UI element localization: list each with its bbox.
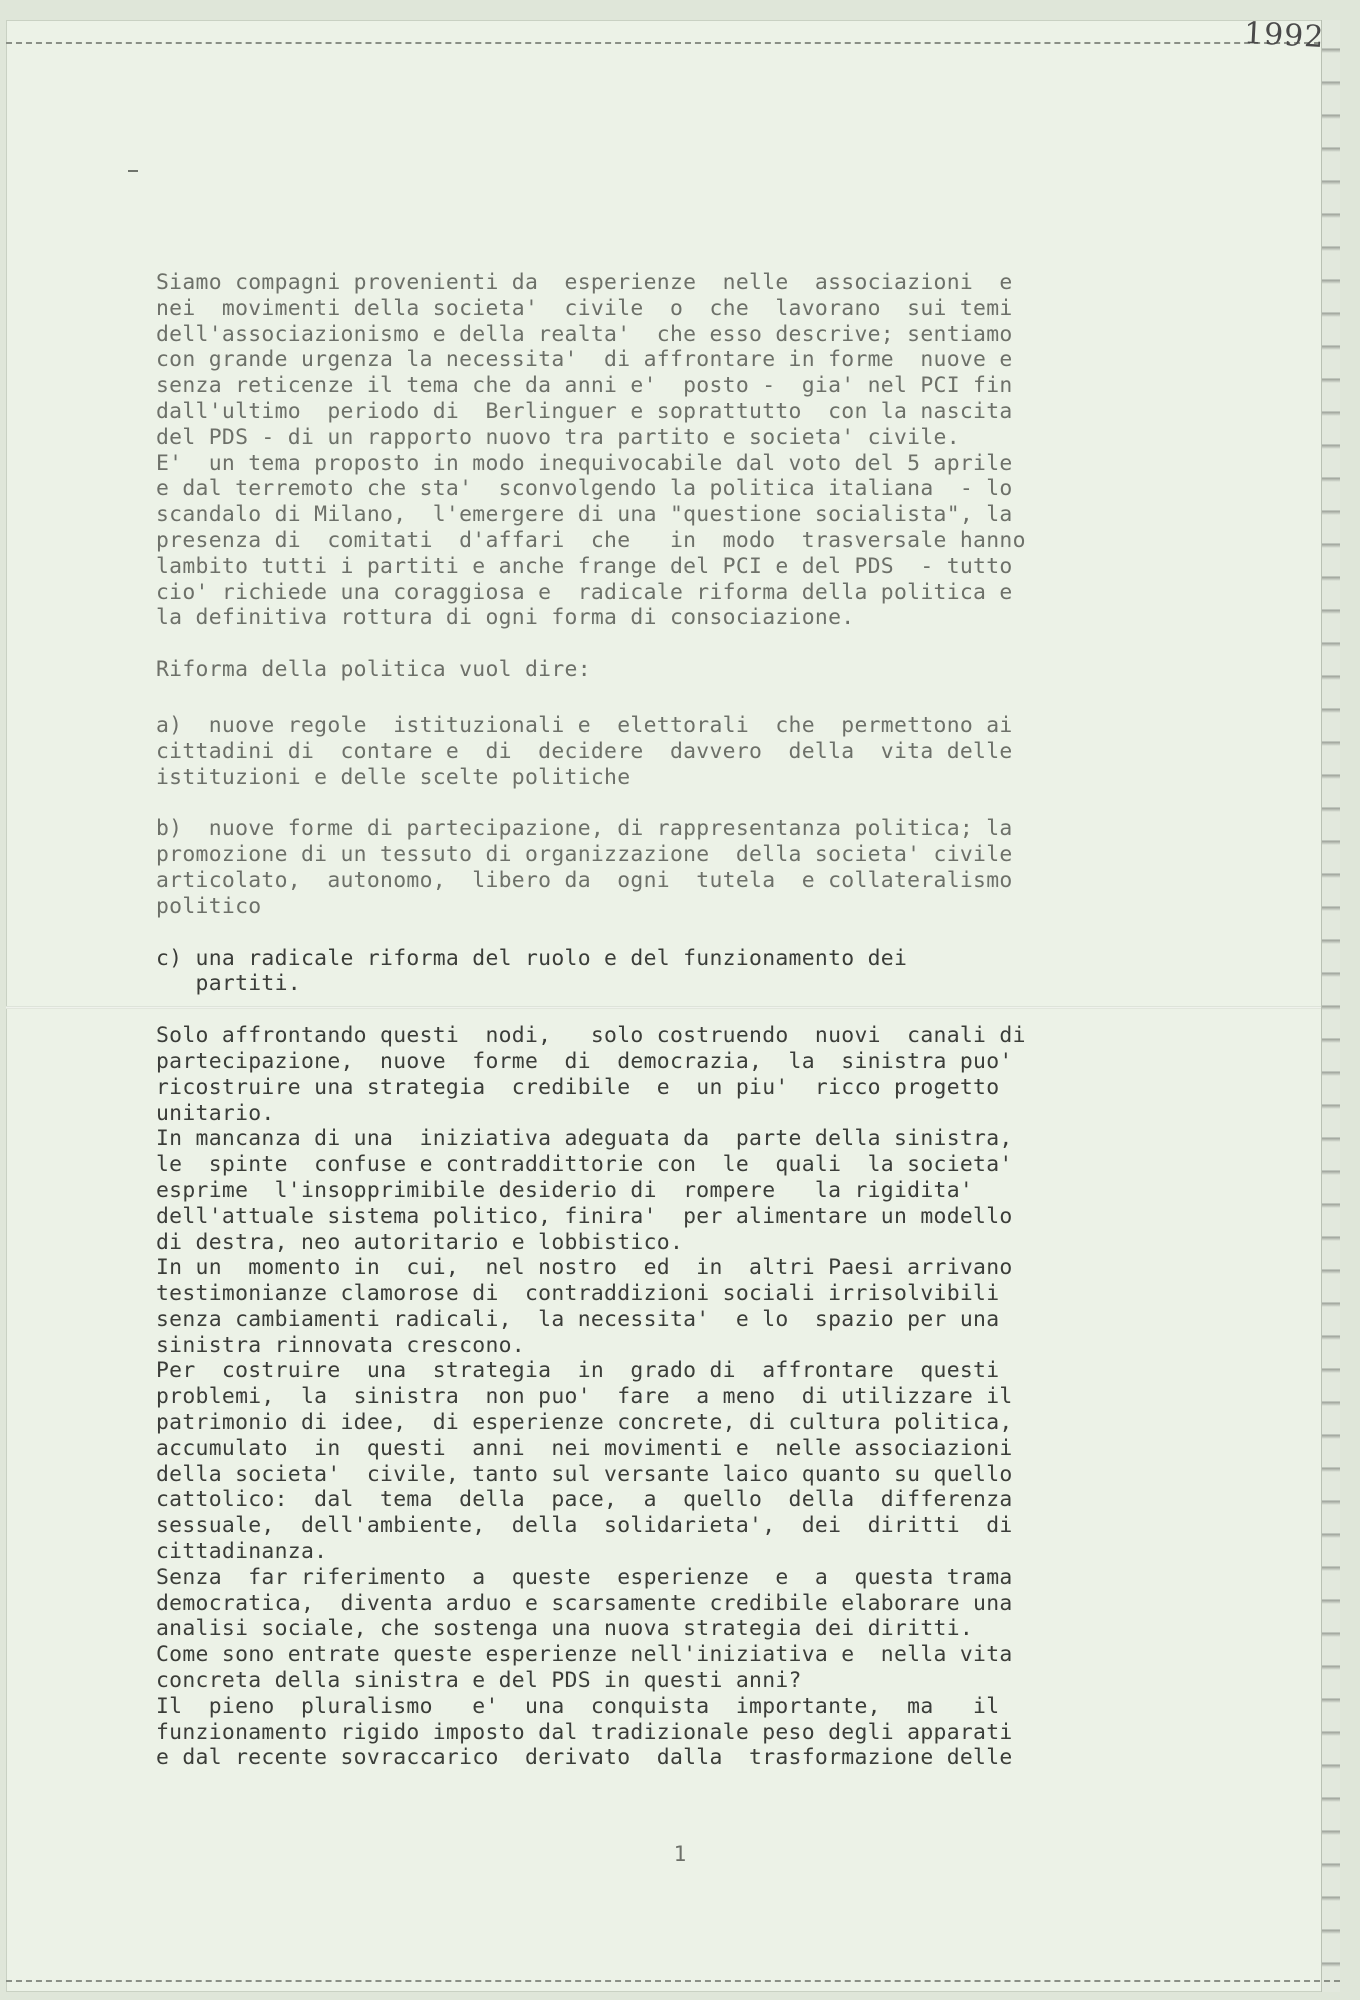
text-line: concreta della sinistra e del PDS in questi anni? — [156, 1668, 802, 1694]
top-perforation — [6, 42, 1340, 44]
text-line: patrimonio di idee, di esperienze concrete, di cultura politica, — [156, 1410, 1013, 1436]
text-line: a) nuove regole istituzionali e elettorali che permettono ai — [156, 712, 1013, 738]
text-line: accumulato in questi anni nei movimenti e nelle associazioni — [156, 1435, 1013, 1461]
text-line: cio' richiede una coraggiosa e radicale riforma della politica e — [156, 579, 1013, 605]
text-line: promozione di un tessuto di organizzazione della societa' civile — [156, 842, 1013, 868]
text-line: In mancanza di una iniziativa adeguata da parte della sinistra, — [156, 1126, 1013, 1152]
text-line: Solo affrontando questi nodi, solo costruendo nuovi canali di — [156, 1023, 1026, 1049]
bottom-perforation — [6, 1980, 1340, 1982]
intro-paragraph — [156, 270, 1236, 631]
point-c — [156, 946, 1236, 998]
text-line: E' un tema proposto in modo inequivocabile dal voto del 5 aprile — [156, 450, 1013, 476]
text-line: problemi, la sinistra non puo' fare a meno di utilizzare il — [156, 1384, 1013, 1410]
text-line: e dal recente sovraccarico derivato dalla trasformazione delle — [156, 1745, 1013, 1771]
text-line: cittadini di contare e di decidere davvero della vita delle — [156, 738, 1013, 764]
text-line: cittadinanza. — [156, 1539, 328, 1565]
text-line: esprime l'insopprimibile desiderio di rompere la rigidita' — [156, 1177, 974, 1203]
text-line: c) una radicale riforma del ruolo e del funzionamento dei — [156, 945, 908, 971]
main-body — [156, 1023, 1236, 1771]
text-line: Per costruire una strategia in grado di affrontare questi — [156, 1358, 1000, 1384]
text-line: cattolico: dal tema della pace, a quello della differenza — [156, 1487, 1013, 1513]
margin-mark — [128, 170, 138, 172]
text-line: Il pieno pluralismo e' una conquista importante, ma il — [156, 1693, 1000, 1719]
text-line: partecipazione, nuove forme di democrazia, la sinistra puo' — [156, 1048, 1013, 1074]
text-line: dall'ultimo periodo di Berlinguer e soprattutto con la nascita — [156, 398, 1013, 424]
text-line: b) nuove forme di partecipazione, di rappresentanza politica; la — [156, 816, 1013, 842]
text-line: In un momento in cui, nel nostro ed in altri Paesi arrivano — [156, 1255, 1013, 1281]
reform-heading: Riforma della politica vuol dire: — [156, 657, 591, 683]
text-line: le spinte confuse e contraddittorie con le quali la societa' — [156, 1152, 1013, 1178]
text-line: ricostruire una strategia credibile e un piu' ricco progetto — [156, 1074, 1000, 1100]
text-line: funzionamento rigido imposto dal tradizionale peso degli apparati — [156, 1719, 1013, 1745]
text-line: sessuale, dell'ambiente, della solidarieta', dei diritti di — [156, 1513, 1013, 1539]
text-line: unitario. — [156, 1100, 275, 1126]
handwritten-year: 1992 — [1243, 15, 1326, 56]
text-line: scandalo di Milano, l'emergere di una "questione socialista", la — [156, 502, 1013, 528]
text-line: democratica, diventa arduo e scarsamente credibile elaborare una — [156, 1590, 1013, 1616]
text-line: senza reticenze il tema che da anni e' posto - gia' nel PCI fin — [156, 373, 1013, 399]
text-line: nei movimenti della societa' civile o che lavorano sui temi — [156, 295, 1013, 321]
text-line: istituzioni e delle scelte politiche — [156, 764, 631, 790]
binding-edge — [1321, 20, 1340, 1992]
text-line: articolato, autonomo, libero da ogni tutela e collateralismo — [156, 867, 1013, 893]
text-line: dell'associazionismo e della realta' che esso descrive; sentiamo — [156, 321, 1013, 347]
text-line: presenza di comitati d'affari che in modo trasversale hanno — [156, 527, 1026, 553]
text-line: Come sono entrate queste esperienze nell'iniziativa e nella vita — [156, 1642, 1013, 1668]
text-line: analisi sociale, che sostenga una nuova strategia dei diritti. — [156, 1616, 974, 1642]
text-line: politico — [156, 893, 262, 919]
text-line: sinistra rinnovata crescono. — [156, 1332, 525, 1358]
document-body — [156, 270, 1236, 1771]
text-line: testimonianze clamorose di contraddizioni sociali irrisolvibili — [156, 1281, 1000, 1307]
text-line: Siamo compagni provenienti da esperienze nelle associazioni e — [156, 270, 1013, 295]
text-line: lambito tutti i partiti e anche frange del PCI e del PDS - tutto — [156, 553, 1013, 579]
text-line: con grande urgenza la necessita' di affrontare in forme nuove e — [156, 347, 1013, 373]
text-line: della societa' civile, tanto sul versante laico quanto su quello — [156, 1461, 1013, 1487]
point-a — [156, 713, 1236, 790]
text-line: la definitiva rottura di ogni forma di consociazione. — [156, 605, 855, 631]
text-line: partiti. — [156, 971, 301, 997]
text-line: Senza far riferimento a queste esperienze e a questa trama — [156, 1564, 1013, 1590]
text-line: di destra, neo autoritario e lobbistico. — [156, 1229, 684, 1255]
text-line: del PDS - di un rapporto nuovo tra partito e societa' civile. — [156, 424, 960, 450]
text-line: e dal terremoto che sta' sconvolgendo la politica italiana - lo — [156, 476, 1013, 502]
page-number: 1 — [673, 1842, 687, 1866]
text-line: dell'attuale sistema politico, finira' per alimentare un modello — [156, 1203, 1013, 1229]
reform-heading-block — [156, 657, 1236, 683]
text-line: senza cambiamenti radicali, la necessita' e lo spazio per una — [156, 1306, 1000, 1332]
point-b — [156, 816, 1236, 919]
